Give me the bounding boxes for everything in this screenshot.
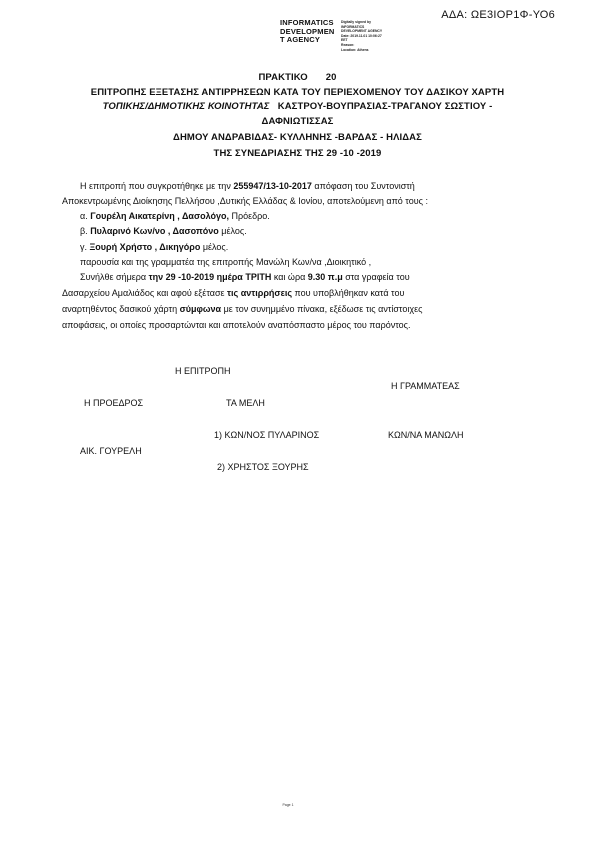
member-name: Γουρέλη Αικατερίνη bbox=[90, 211, 175, 221]
document-title bbox=[0, 72, 595, 83]
stamp-agency-line: DEVELOPMEN bbox=[280, 26, 335, 36]
text-run: Δασαρχείου Αμαλιάδος και αφού εξέτασε bbox=[62, 288, 228, 298]
secretary-line: παρουσία και της γραμματέα της επιτροπής Μανώλη Κων/να ,Διοικητικό , bbox=[80, 257, 372, 267]
list-marker: γ. bbox=[80, 242, 90, 252]
text-run: Συνήλθε σήμερα bbox=[80, 272, 149, 282]
text-run: που υποβλήθηκαν κατά του bbox=[292, 288, 405, 298]
header-line-community bbox=[0, 101, 595, 112]
member-item bbox=[80, 226, 247, 236]
member-profession: , Δασολόγο, bbox=[174, 211, 230, 221]
text-run: με τον συνημμένο πίνακα, εξέδωσε τις αντίστοιχες bbox=[221, 304, 423, 314]
paragraph-line bbox=[80, 181, 415, 191]
paragraph-line: Αποκεντρωμένης Διοίκησης Πελλήσου ,Δυτικής Ελλάδας & Ιονίου, αποτελούμενη από τους : bbox=[62, 196, 428, 206]
stamp-detail-line: INFORMATICS bbox=[341, 24, 365, 29]
text-run: Η επιτροπή που συγκροτήθηκε με την bbox=[80, 181, 234, 191]
according-term: σύμφωνα bbox=[179, 304, 222, 314]
list-marker: β. bbox=[80, 226, 91, 236]
text-run: αναρτηθέντος δασικού χάρτη bbox=[62, 304, 180, 314]
members-heading: ΤΑ ΜΕΛΗ bbox=[226, 398, 265, 408]
member-role: Πρόεδρο. bbox=[229, 211, 270, 221]
member-name: Ξουρή Χρήστο , Δικηγόρο bbox=[89, 242, 201, 252]
page-number: Page 1 bbox=[282, 803, 294, 807]
president-signature: ΑΙΚ. ΓΟΥΡΕΛΗ bbox=[80, 446, 142, 456]
member-item bbox=[80, 242, 228, 252]
stamp-detail-line: DEVELOPMENT AGENCY bbox=[341, 29, 383, 34]
member-role: μέλος. bbox=[200, 242, 229, 252]
paragraph-line bbox=[62, 304, 422, 314]
title-label: ΠΡΑΚΤΙΚΟ bbox=[258, 72, 308, 83]
header-line-committee: ΕΠΙΤΡΟΠΗΣ ΕΞΕΤΑΣΗΣ ΑΝΤΙΡΡΗΣΕΩΝ ΚΑΤΑ ΤΟΥ ΠΕΡΙΕΧΟΜΕΝΟΥ ΤΟΥ ΔΑΣΙΚΟΥ ΧΑΡΤΗ bbox=[90, 87, 505, 98]
session-date: την 29 -10-2019 ημέρα ΤΡΙΤΗ bbox=[148, 272, 272, 282]
member-item bbox=[80, 211, 270, 221]
committee-heading: Η ΕΠΙΤΡΟΠΗ bbox=[175, 366, 231, 376]
ada-code: ΑΔΑ: ΩΕ3ΙΟΡ1Φ-ΥΟ6 bbox=[441, 9, 555, 21]
stamp-agency-line: INFORMATICS bbox=[280, 18, 334, 27]
stamp-detail-line: Date: 2019.11.01 10:06:27 bbox=[341, 33, 382, 38]
stamp-agency-line: T AGENCY bbox=[280, 35, 321, 44]
community-names: ΚΑΣΤΡΟΥ-ΒΟΥΠΡΑΣΙΑΣ-ΤΡΑΓΑΝΟΥ ΣΩΣΤΙΟΥ - bbox=[277, 101, 493, 112]
header-line-session-date: ΤΗΣ ΣΥΝΕΔΡΙΑΣΗΣ ΤΗΣ 29 -10 -2019 bbox=[213, 148, 382, 159]
text-run: απόφαση του Συντονιστή bbox=[311, 181, 415, 191]
list-marker: α. bbox=[80, 211, 91, 221]
secretary-heading: Η ΓΡΑΜΜΑΤΕΑΣ bbox=[391, 381, 460, 391]
member-role: μέλος. bbox=[218, 226, 247, 236]
member-signature-1: 1) ΚΩΝ/ΝΟΣ ΠΥΛΑΡΙΝΟΣ bbox=[214, 430, 320, 440]
text-run: στα γραφεία του bbox=[342, 272, 410, 282]
paragraph-line bbox=[62, 288, 404, 298]
stamp-detail-line: EET bbox=[341, 38, 348, 43]
session-line bbox=[80, 272, 410, 282]
member-signature-2: 2) ΧΡΗΣΤΟΣ ΞΟΥΡΗΣ bbox=[217, 462, 309, 472]
stamp-detail-line: Digitally signed by bbox=[341, 20, 371, 24]
header-line-municipality: ΔΗΜΟΥ ΑΝΔΡΑΒΙΔΑΣ- ΚΥΛΛΗΝΗΣ -ΒΑΡΔΑΣ - ΗΛΙΔΑΣ bbox=[173, 132, 422, 143]
stamp-detail-line: Reason: bbox=[341, 42, 355, 47]
decision-reference: 255947/13-10-2017 bbox=[233, 181, 312, 191]
stamp-detail-line: Location: Athens bbox=[341, 47, 369, 52]
minutes-number: 20 bbox=[325, 72, 337, 83]
objections-term: τις αντιρρήσεις bbox=[227, 288, 293, 298]
header-line-community-cont: ΔΑΦΝΙΩΤΙΣΣΑΣ bbox=[261, 116, 334, 127]
text-run: και ώρα bbox=[271, 272, 308, 282]
president-heading: Η ΠΡΟΕΔΡΟΣ bbox=[84, 398, 144, 408]
paragraph-line: αποφάσεις, οι οποίες προσαρτώνται και αποτελούν αναπόσπαστο μέρος του παρόντος. bbox=[62, 320, 411, 330]
session-time: 9.30 π.μ bbox=[307, 272, 343, 282]
community-type: ΤΟΠΙΚΗΣ/ΔΗΜΟΤΙΚΗΣ ΚΟΙΝΟΤΗΤΑΣ bbox=[102, 101, 270, 112]
stamp-agency-name bbox=[280, 19, 335, 45]
secretary-signature: ΚΩΝ/ΝΑ ΜΑΝΩΛΗ bbox=[388, 430, 464, 440]
member-name: Πυλαρινό Κων/νο , Δασοπόνο bbox=[90, 226, 219, 236]
stamp-signer-details bbox=[341, 20, 382, 52]
